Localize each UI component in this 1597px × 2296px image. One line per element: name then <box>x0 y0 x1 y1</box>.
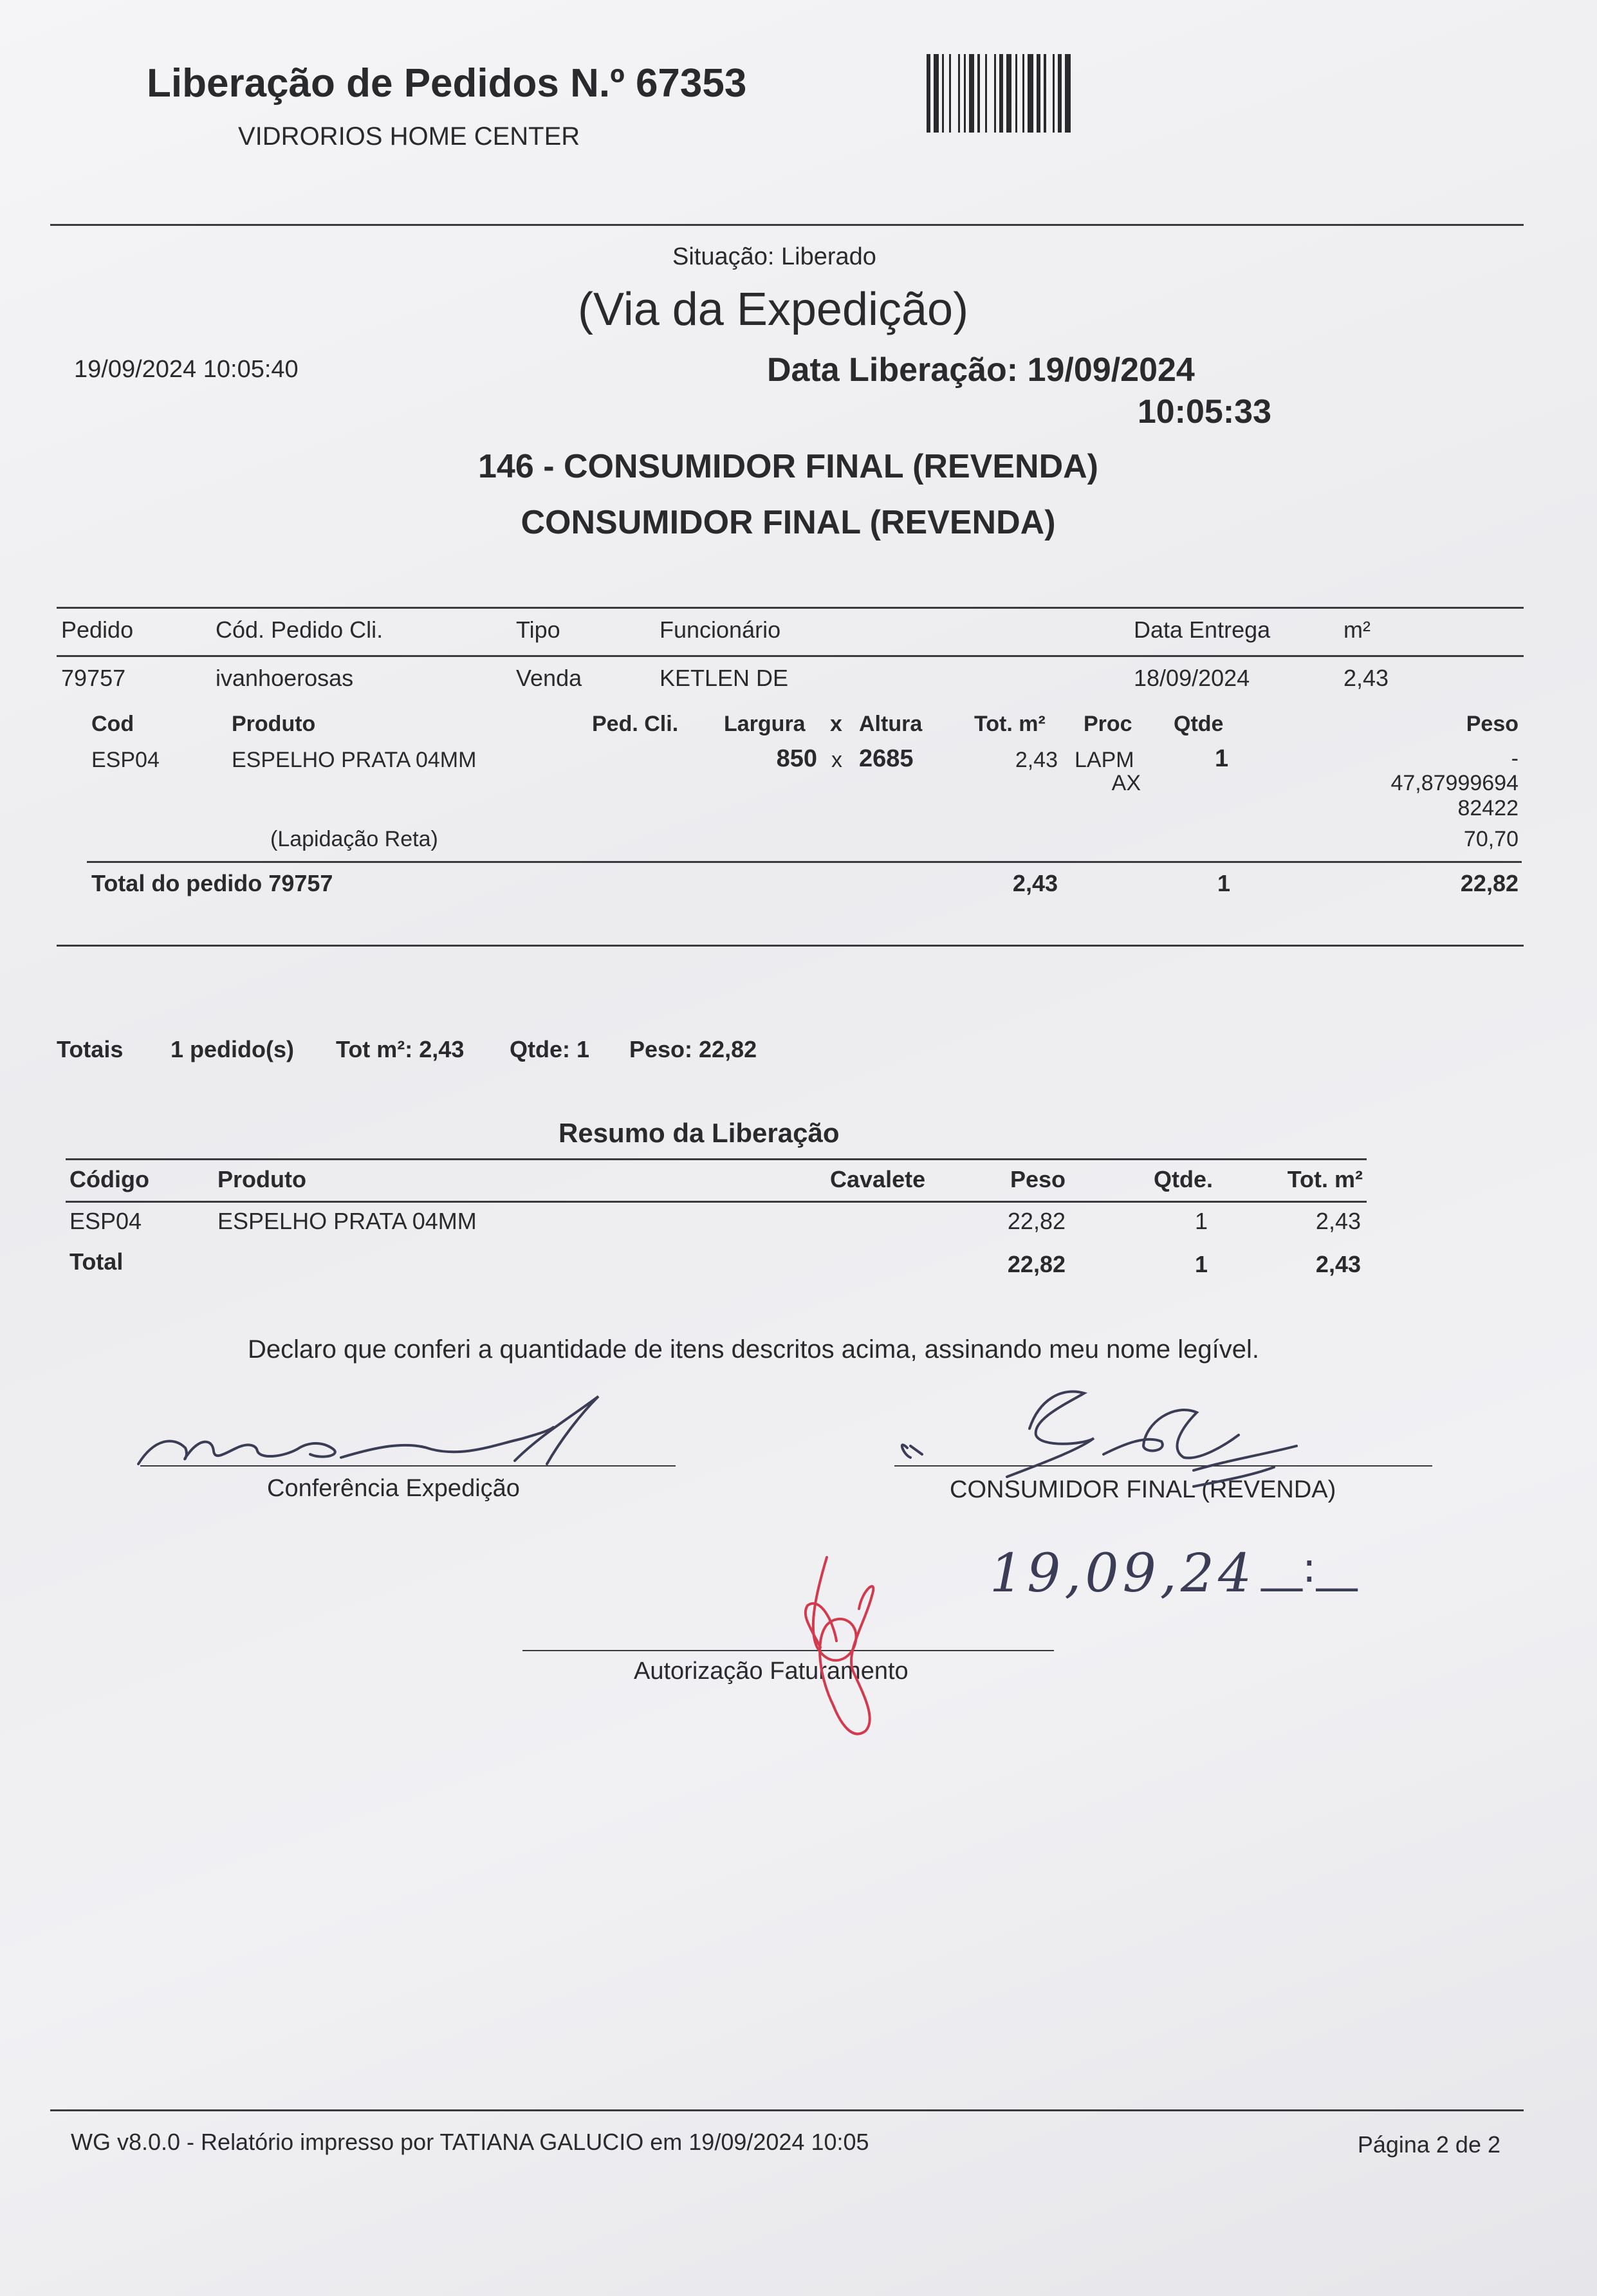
item-tot-m2: 2,43 <box>1015 748 1058 772</box>
handwritten-date: 19,09,24 <box>990 1543 1256 1604</box>
company-name: VIDRORIOS HOME CENTER <box>238 122 580 151</box>
signature-label-left: Conferência Expedição <box>267 1475 520 1502</box>
summary-col-peso: Peso <box>1010 1166 1066 1192</box>
summary-col-qtde: Qtde. <box>1153 1166 1213 1192</box>
totals-pedidos: 1 pedido(s) <box>171 1036 295 1062</box>
totals-peso: Peso: 22,82 <box>629 1036 757 1062</box>
summary-total-label: Total <box>69 1248 124 1275</box>
summary-col-produto: Produto <box>217 1166 306 1192</box>
client-line-1: 146 - CONSUMIDOR FINAL (REVENDA) <box>477 448 1098 485</box>
totals-m2: Tot m²: 2,43 <box>336 1036 465 1062</box>
handwritten-time-blank: __:__ <box>1261 1544 1358 1592</box>
item-total-rule <box>87 861 1522 863</box>
col-largura: Largura <box>724 712 806 736</box>
col-peso: Peso <box>1466 712 1519 736</box>
summary-header-rule <box>66 1201 1367 1203</box>
item-peso-4: 70,70 <box>1463 827 1519 851</box>
signature-label-right: CONSUMIDOR FINAL (REVENDA) <box>950 1476 1336 1503</box>
cell-tipo: Venda <box>516 665 582 691</box>
item-altura: 2685 <box>859 745 914 772</box>
order-table-bottom-rule <box>57 945 1524 947</box>
summary-top-rule <box>66 1158 1367 1160</box>
summary-cell-qtde: 1 <box>1194 1208 1208 1234</box>
col-m2: m² <box>1343 616 1371 643</box>
item-largura: 850 <box>776 745 817 772</box>
item-qtde: 1 <box>1215 745 1229 772</box>
order-total-m2: 2,43 <box>1012 870 1058 896</box>
item-peso-2: 47,87999694 <box>1390 771 1519 795</box>
col-tipo: Tipo <box>516 616 560 643</box>
col-x: x <box>830 712 842 736</box>
cell-cod-pedido-cli: ivanhoerosas <box>216 665 354 691</box>
col-proc: Proc <box>1084 712 1132 736</box>
footer-left-text: WG v8.0.0 - Relatório impresso por TATIANA GALUCIO em 19/09/2024 10:05 <box>71 2129 869 2155</box>
order-table-header-rule <box>57 655 1524 657</box>
summary-total-qtde: 1 <box>1194 1251 1208 1277</box>
item-peso-3: 82422 <box>1457 796 1519 820</box>
col-ped-cli: Ped. Cli. <box>592 712 679 736</box>
col-tot-m2: Tot. m² <box>974 712 1046 736</box>
item-proc-1: LAPM <box>1075 748 1134 772</box>
signature-left-drawing <box>129 1377 618 1480</box>
cell-pedido: 79757 <box>61 665 126 691</box>
order-total-peso: 22,82 <box>1460 870 1519 896</box>
print-datetime: 19/09/2024 10:05:40 <box>74 356 299 383</box>
barcode <box>927 54 1184 133</box>
signature-right-drawing <box>891 1374 1309 1503</box>
col-produto: Produto <box>232 712 316 736</box>
col-pedido: Pedido <box>61 616 134 643</box>
col-qtde: Qtde <box>1174 712 1224 736</box>
summary-cell-peso: 22,82 <box>1007 1208 1066 1234</box>
summary-col-cavalete: Cavalete <box>830 1166 926 1192</box>
cell-data-entrega: 18/09/2024 <box>1134 665 1250 691</box>
col-cod: Cod <box>91 712 134 736</box>
release-time: 10:05:33 <box>1137 393 1271 430</box>
order-table-top-rule <box>57 607 1524 609</box>
declaration-text: Declaro que conferi a quantidade de itens descritos acima, assinando meu nome legível. <box>248 1335 1260 1364</box>
item-peso-1: - <box>1511 746 1519 771</box>
item-cod: ESP04 <box>91 748 160 772</box>
col-cod-pedido-cli: Cód. Pedido Cli. <box>216 616 383 643</box>
summary-col-codigo: Código <box>69 1166 149 1192</box>
totals-label: Totais <box>57 1036 124 1062</box>
summary-title: Resumo da Liberação <box>558 1118 840 1148</box>
order-total-label: Total do pedido 79757 <box>91 870 333 896</box>
copy-label: (Via da Expedição) <box>578 284 969 335</box>
header-rule <box>50 224 1524 226</box>
cell-funcionario: KETLEN DE <box>660 665 789 691</box>
summary-total-peso: 22,82 <box>1007 1251 1066 1277</box>
document-title: Liberação de Pedidos N.º 67353 <box>147 61 747 106</box>
authorization-stamp-drawing <box>782 1551 898 1744</box>
summary-total-tot-m2: 2,43 <box>1315 1251 1361 1277</box>
order-total-qtde: 1 <box>1217 870 1231 896</box>
item-produto: ESPELHO PRATA 04MM <box>232 748 477 772</box>
summary-col-tot-m2: Tot. m² <box>1287 1166 1363 1192</box>
client-line-2: CONSUMIDOR FINAL (REVENDA) <box>521 504 1056 541</box>
col-altura: Altura <box>859 712 923 736</box>
summary-cell-codigo: ESP04 <box>69 1208 142 1234</box>
totals-qtde: Qtde: 1 <box>510 1036 590 1062</box>
cell-m2: 2,43 <box>1343 665 1389 691</box>
item-proc-2: AX <box>1111 771 1141 795</box>
summary-cell-produto: ESPELHO PRATA 04MM <box>217 1208 477 1234</box>
summary-cell-tot-m2: 2,43 <box>1315 1208 1361 1234</box>
col-funcionario: Funcionário <box>660 616 781 643</box>
footer-page-number: Página 2 de 2 <box>1357 2131 1500 2158</box>
item-x: x <box>831 748 842 772</box>
footer-rule <box>50 2109 1524 2111</box>
item-note: (Lapidação Reta) <box>270 827 438 851</box>
situation-text: Situação: Liberado <box>672 243 876 270</box>
col-data-entrega: Data Entrega <box>1134 616 1271 643</box>
release-date: Data Liberação: 19/09/2024 <box>767 351 1195 389</box>
signature-label-auth: Autorização Faturamento <box>634 1658 909 1685</box>
